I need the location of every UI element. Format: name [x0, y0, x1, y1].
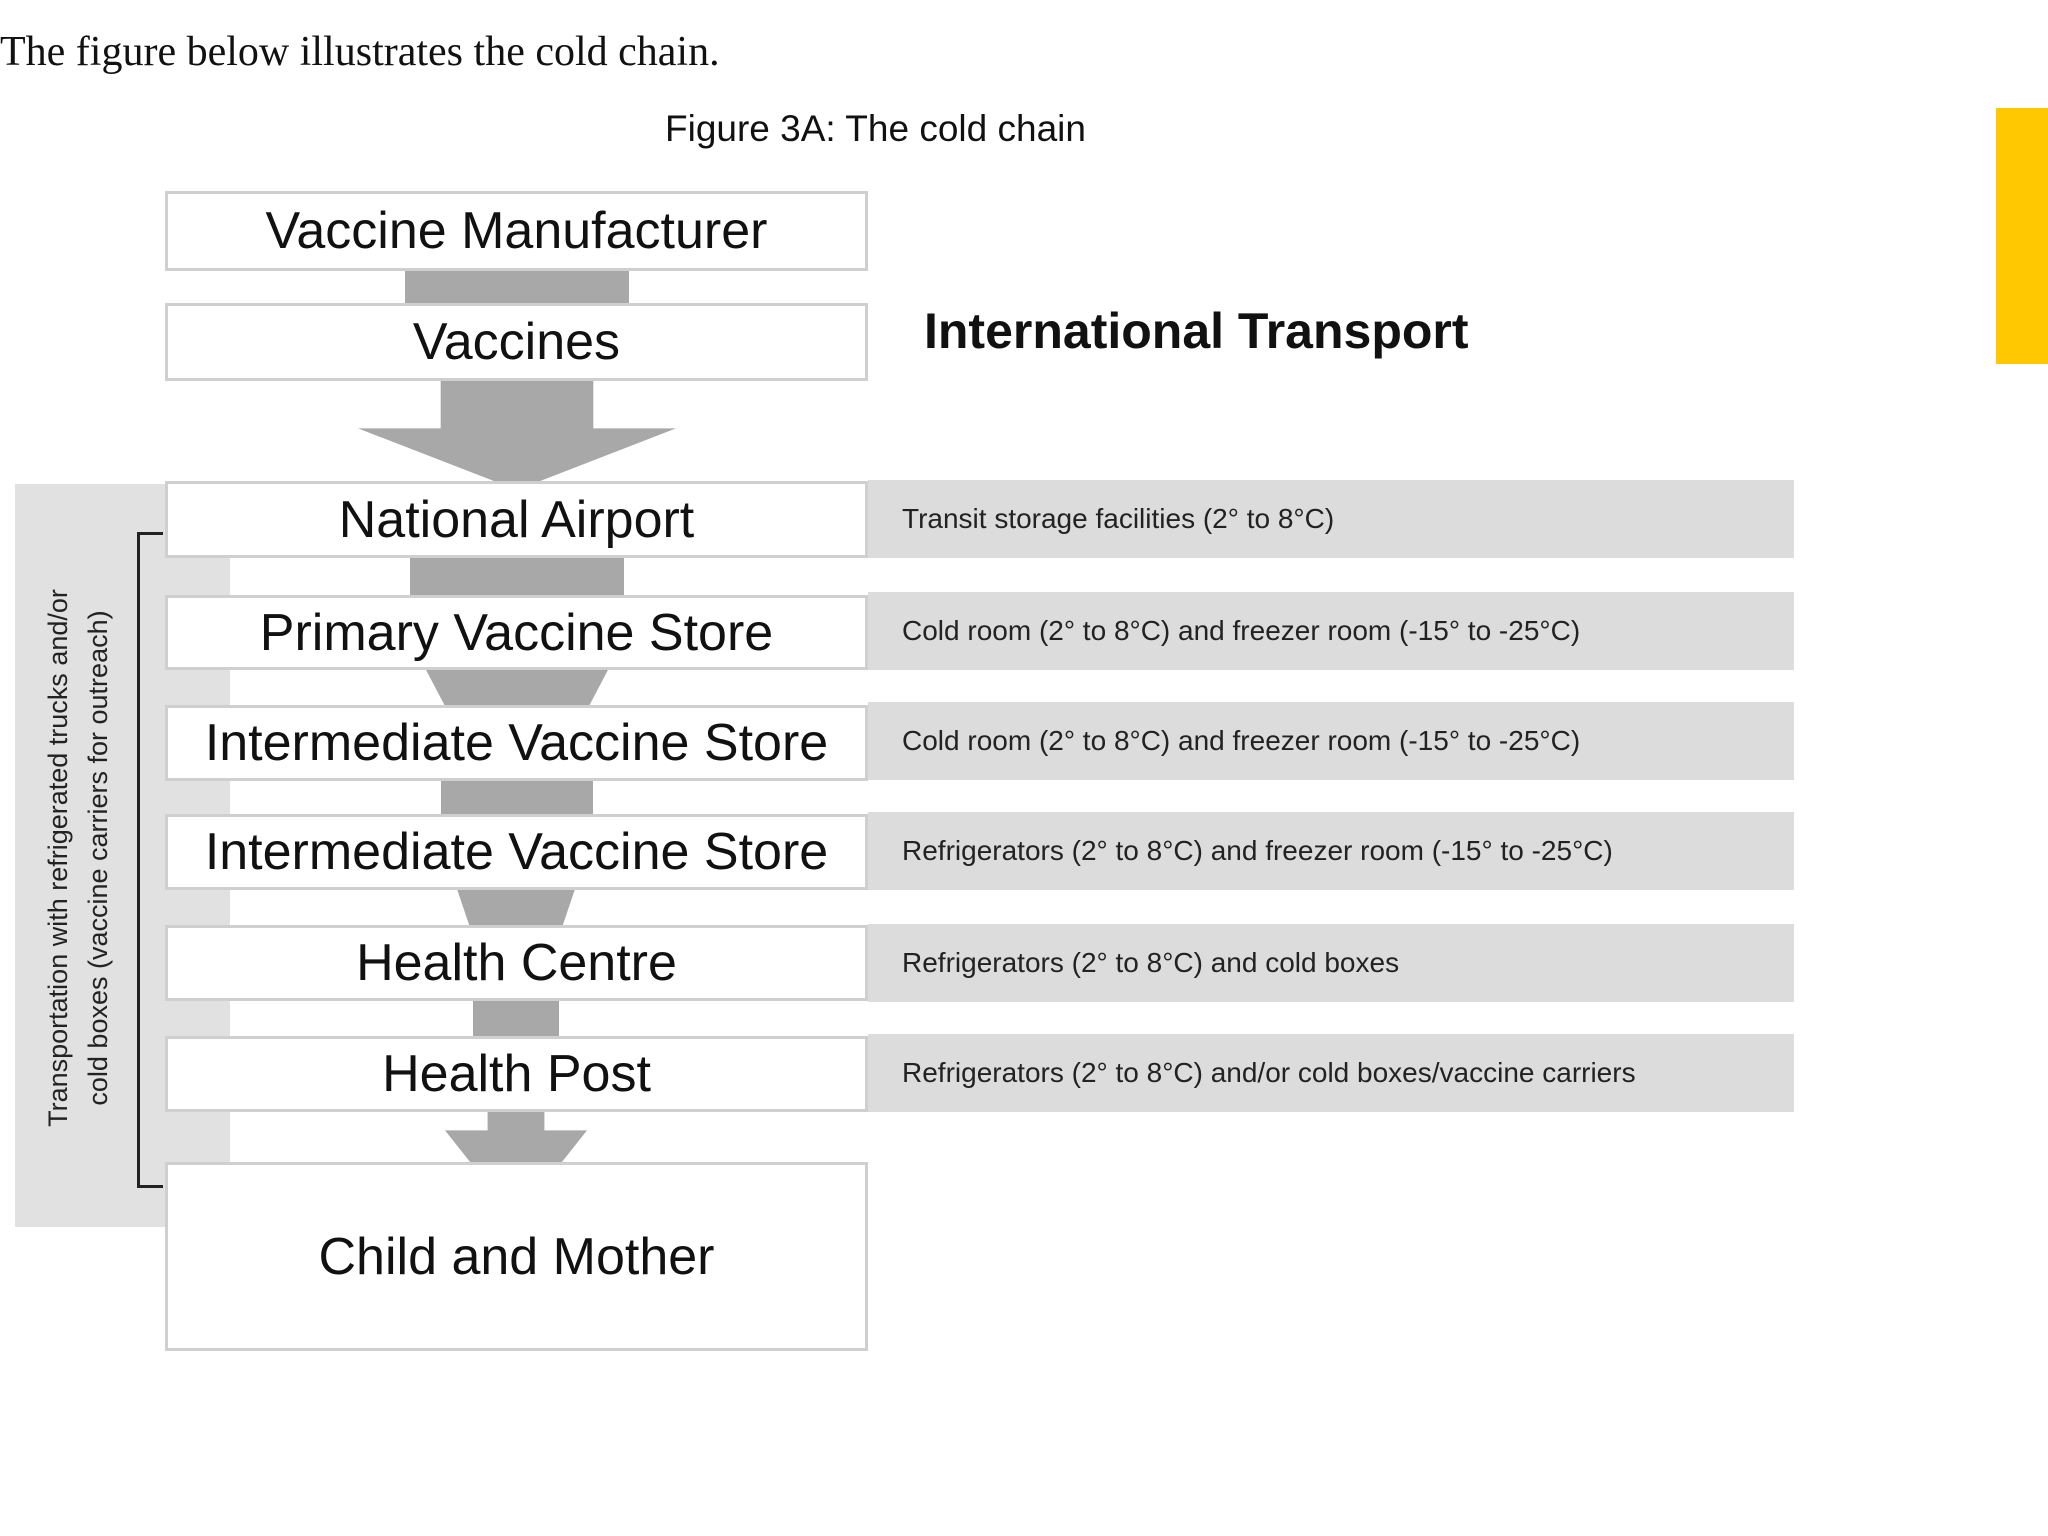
storage-note: Transit storage facilities (2° to 8°C) — [902, 503, 1335, 534]
transport-bracket — [137, 532, 163, 1188]
flow-connector — [410, 557, 624, 599]
side-label-line: Transportation with refrigerated trucks and/or — [43, 589, 73, 1127]
stage-label: Vaccine Manufacturer — [265, 202, 768, 260]
transport-side-label — [38, 508, 118, 1208]
stage-box-vaccines — [165, 303, 868, 381]
stage-label: Vaccines — [412, 313, 621, 371]
stage-box-child-and-mother — [165, 1162, 868, 1351]
international-transport-label: International Transport — [924, 303, 1469, 359]
stage-box-intermediate-vaccine-store — [165, 814, 868, 890]
flow-connector — [425, 668, 609, 710]
storage-note: Cold room (2° to 8°C) and freezer room (-15° to -25°C) — [902, 615, 1581, 646]
stage-label: Primary Vaccine Store — [259, 603, 774, 662]
storage-note: Refrigerators (2° to 8°C) and freezer room (-15° to -25°C) — [902, 835, 1613, 866]
stage-label: Intermediate Vaccine Store — [204, 823, 829, 881]
stage-box-primary-vaccine-store — [165, 595, 868, 670]
stage-box-intermediate-vaccine-store — [165, 705, 868, 781]
stage-box-health-centre — [165, 925, 868, 1001]
storage-note: Cold room (2° to 8°C) and freezer room (-15° to -25°C) — [902, 725, 1581, 756]
accent-bar — [1996, 108, 2048, 364]
stage-box-national-airport — [165, 481, 868, 558]
flow-connector — [405, 268, 629, 308]
stage-box-health-post — [165, 1036, 868, 1112]
side-label-line: cold boxes (vaccine carriers for outreach) — [83, 610, 113, 1106]
stage-label: Child and Mother — [318, 1227, 715, 1286]
stage-label: Intermediate Vaccine Store — [204, 714, 829, 772]
intro-text: The figure below illustrates the cold chain. — [0, 29, 720, 75]
storage-note: Refrigerators (2° to 8°C) and/or cold boxes/vaccine carriers — [902, 1057, 1636, 1088]
stage-label: National Airport — [338, 490, 695, 549]
stage-label: Health Centre — [356, 934, 677, 992]
figure-title: Figure 3A: The cold chain — [665, 108, 1086, 149]
stage-box-vaccine-manufacturer — [165, 191, 868, 271]
storage-note: Refrigerators (2° to 8°C) and cold boxes — [902, 947, 1400, 978]
flow-arrow-down — [358, 380, 676, 490]
stage-label: Health Post — [382, 1045, 651, 1103]
flow-connector — [473, 999, 559, 1041]
